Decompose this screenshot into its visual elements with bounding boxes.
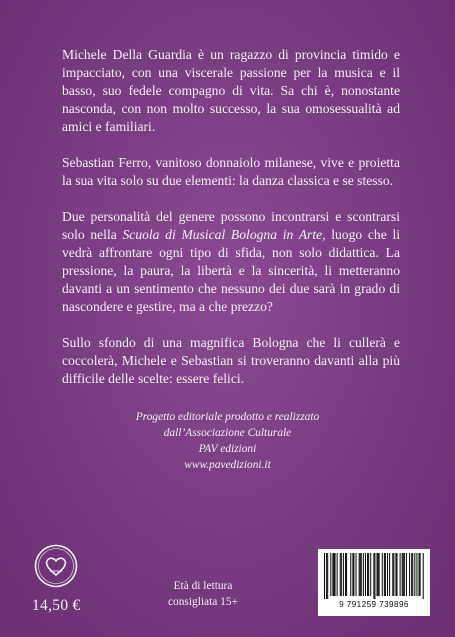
barcode-bar [378,553,379,596]
barcode-bar [395,553,396,596]
barcode-bar [352,553,353,596]
barcode-bar [400,553,401,596]
barcode-bar [335,553,336,596]
reading-age-line-1: Età di lettura [173,580,233,592]
barcode-bar [343,553,344,596]
heart-logo-icon [34,544,78,588]
blurb-paragraph-3-end: , luogo che li vedrà affrontare ogni tipo di sfida, non solo didattica. La pressione, la paura, la libertà e la sincerità, li metteranno davanti a un sentimento che nessuno dei due sarà in grado di nascondere e gestire, ma a che prezzo? [62,227,400,314]
credits-line-1: Progetto editoriale prodotto e realizzato [135,411,320,423]
blurb-paragraph-4: Sullo sfondo di una magnifica Bologna che li cullerà e coccolerà, Michele e Sebastian si troveranno davanti alla più difficile delle scelte: essere felici. [62,335,400,386]
barcode-bar [382,553,383,596]
barcode-bar [416,553,417,596]
barcode-bar [414,553,415,596]
barcode-bar [353,553,354,596]
barcode-bar [337,553,338,596]
barcode-bar [423,553,424,599]
isbn-number: 9 791259 739896 [339,600,409,609]
blurb-paragraph-1: Michele Della Guardia è un ragazzo di provincia timido e impacciato, con una viscerale passione per la musica e il basso, suo fedele compagno di vita. Sa chi è, nonostante nasconda, con non molto successo, la sua omosessualità ad amici e familiari. [62,47,400,134]
barcode-bar [402,553,403,596]
barcode-bar [389,553,390,596]
barcode-bar [377,553,378,596]
blurb-paragraph-3-start: Due personalità del genere possono incontrarsi e scontrarsi solo nella [62,209,400,242]
barcode-bar [384,553,385,596]
barcode-bar [393,553,394,596]
credits-line-2: dall’Associazione Culturale [163,427,292,439]
barcode-bar [406,553,407,596]
barcode-bar [412,553,413,596]
barcode-bar [368,553,369,596]
barcode-bar [411,553,412,596]
barcode-bar [326,553,327,599]
school-name: Scuola di Musical Bologna in Arte [122,227,323,242]
barcode-bar [324,553,325,599]
barcode-bar [360,553,361,596]
barcode-bar [367,553,368,596]
isbn-barcode [318,549,430,616]
reading-age-line-2: consigliata 15+ [167,596,238,608]
barcode-bar [379,553,380,596]
barcode-bar [392,553,393,596]
barcode-bar [385,553,386,596]
barcode-bar [345,553,346,596]
barcode-bars [318,549,430,601]
barcode-bar [409,553,410,596]
barcode-bar [346,553,347,596]
barcode-bar [363,553,364,596]
barcode-bar [365,553,366,596]
barcode-bar [361,553,362,596]
barcode-bar [387,553,388,596]
barcode-bar [359,553,360,596]
barcode-bar [419,553,420,596]
credits-line-3: PAV edizioni [198,443,257,455]
barcode-bar [374,553,375,599]
price-label: 14,50 € [32,597,81,614]
reading-age [155,578,251,610]
barcode-bar [341,553,342,596]
barcode-bar [327,553,328,599]
back-cover-blurb [62,46,400,388]
barcode-bar [356,553,357,596]
barcode-bar [333,553,334,596]
barcode-bar [340,553,341,596]
barcode-bar [373,553,374,599]
blurb-paragraph-2: Sebastian Ferro, vanitoso donnaiolo milanese, vive e proietta la sua vita solo su due elementi: la danza classica e se stesso. [62,155,400,188]
publisher-website: www.pavedizioni.it [184,459,271,471]
barcode-bar [370,553,371,596]
barcode-bar [404,553,405,596]
barcode-bar [403,553,404,596]
barcode-bar [396,553,397,596]
barcode-bar [420,553,421,596]
barcode-bar [330,553,331,596]
blurb-paragraph-3 [62,208,400,316]
publisher-credits [0,409,455,473]
barcode-bar [350,553,351,596]
barcode-bar [332,553,333,596]
